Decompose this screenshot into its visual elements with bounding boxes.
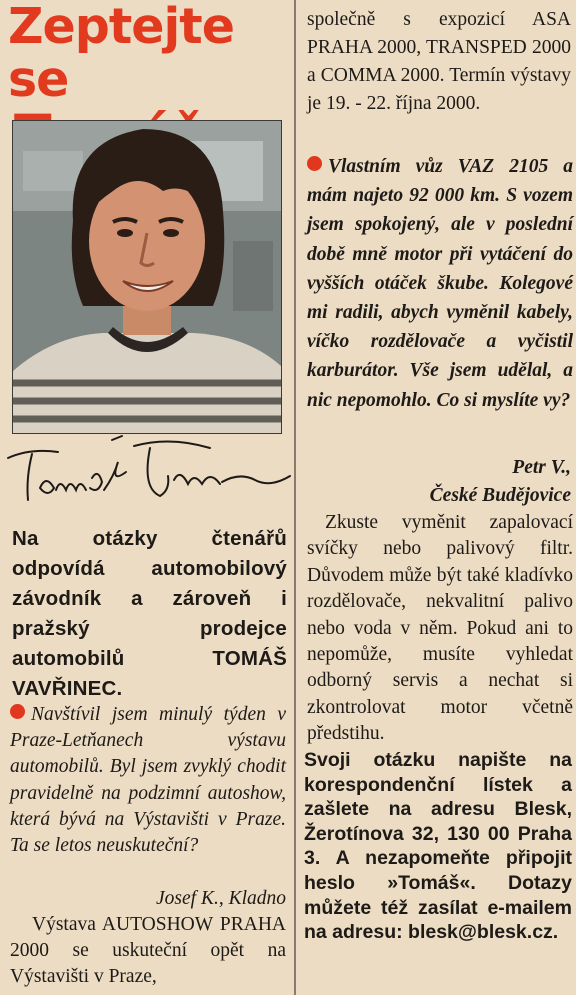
answer-1-part-1 [10, 912, 286, 990]
answer-1-part-2: společně s expozicí ASA PRAHA 2000, TRANSPED 2000 a COMMA 2000. Termín výstavy je 19. - 22. října 2000. [307, 9, 571, 114]
answer-1-part-1-text: Výstava AUTOSHOW PRAHA 2000 se uskuteční opět na Výstavišti v Praze, [10, 914, 286, 987]
question-2-author-city: České Budějovice [429, 485, 571, 506]
question-2-author [307, 454, 571, 510]
question-1-author: Josef K., Kladno [156, 888, 286, 909]
headline-line-1: Zeptejte se [8, 0, 234, 108]
question-2-author-name: Petr V., [512, 457, 571, 478]
question-2-text: Vlastním vůz VAZ 2105 a mám najeto 92 000 km. S vozem jsem spokojený, ale v poslední době mně motor při vytáčení do vyšších otáček škube. Kolegové mi radili, abych vyměnil kabely, víčko rozdělovače a vyčistil karburátor. Vše jsem udělal, a nic nepomohlo. Co si myslíte vy? [307, 156, 573, 411]
portrait-illustration [13, 121, 281, 433]
intro-text: Na otázky čtenářů odpovídá automobilový závodník a zároveň i pražský prodejce automobilů TOMÁŠ VAVŘINEC. [12, 527, 287, 700]
answer-2 [307, 510, 573, 748]
bullet-dot-icon [307, 156, 322, 171]
signature-graphic [0, 418, 292, 513]
portrait-photo [12, 120, 282, 434]
question-1 [10, 702, 286, 859]
column-divider [294, 0, 296, 995]
question-1-text: Navštívil jsem minulý týden v Praze-Letňanech výstavu automobilů. Byl jsem zvyklý chodit pravidelně na podzimní autoshow, která bývá na Výstavišti v Praze. Ta se letos neuskuteční? [10, 704, 286, 857]
bullet-dot-icon [10, 704, 25, 719]
call-to-action: Svoji otázku napište na korespondenční lístek a zašlete na adresu Blesk, Žerotínova 32, 130 00 Praha 3. A nezapomeňte připojit heslo »Tomáš«. Dotazy můžete též zasílat e-mailem na adresu: blesk@blesk.cz. [304, 749, 572, 944]
question-2 [307, 152, 573, 415]
answer-2-text: Zkuste vyměnit zapalovací svíčky nebo palivový filtr. Důvodem může být také kladívko rozdělovače, nekvalitní palivo nebo voda v něm. Pokud ani to nepomůže, musíte vyhledat odborný servis a nechat si zkontrolovat motor včetně předstihu. [307, 512, 573, 745]
